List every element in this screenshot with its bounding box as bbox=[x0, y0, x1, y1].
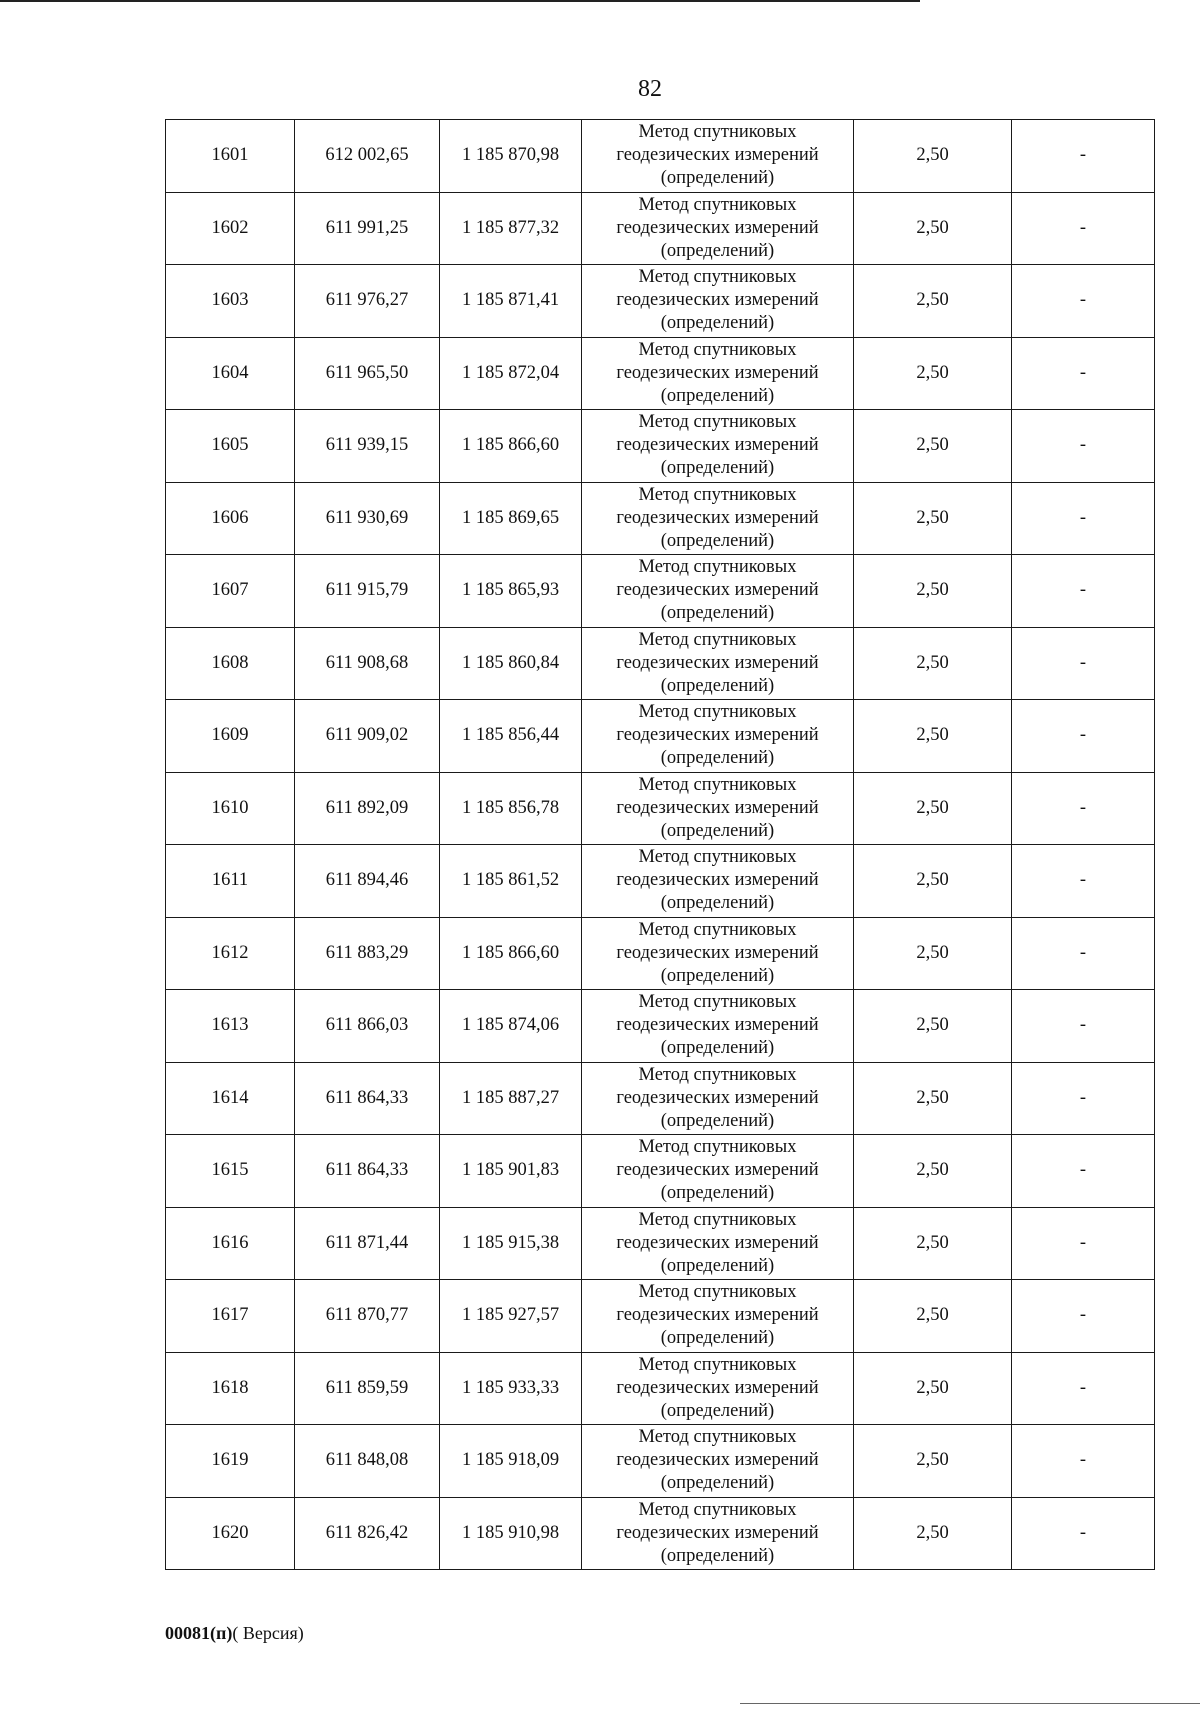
method-cell bbox=[582, 482, 854, 555]
method-line: Метод спутниковых bbox=[638, 1209, 797, 1230]
accuracy-cell: 2,50 bbox=[854, 337, 1012, 410]
method-line: геодезических измерений bbox=[616, 1232, 819, 1253]
method-cell bbox=[582, 1135, 854, 1208]
table-row bbox=[166, 1207, 1155, 1280]
method-line: геодезических измерений bbox=[616, 942, 819, 963]
method-cell bbox=[582, 772, 854, 845]
top-border-line bbox=[0, 0, 920, 2]
method-cell bbox=[582, 990, 854, 1063]
method-cell bbox=[582, 1497, 854, 1570]
extra-cell: - bbox=[1012, 410, 1155, 483]
table-row bbox=[166, 120, 1155, 193]
extra-cell: - bbox=[1012, 917, 1155, 990]
x-coordinate-cell: 611 909,02 bbox=[295, 700, 440, 773]
table-row bbox=[166, 1280, 1155, 1353]
extra-cell: - bbox=[1012, 192, 1155, 265]
accuracy-cell: 2,50 bbox=[854, 265, 1012, 338]
method-cell bbox=[582, 337, 854, 410]
footer-form-code bbox=[165, 1623, 304, 1644]
accuracy-cell: 2,50 bbox=[854, 990, 1012, 1063]
method-line: Метод спутниковых bbox=[638, 1064, 797, 1085]
page-number: 82 bbox=[638, 76, 662, 102]
method-line: геодезических измерений bbox=[616, 580, 819, 601]
extra-cell: - bbox=[1012, 1497, 1155, 1570]
table-row bbox=[166, 990, 1155, 1063]
method-cell bbox=[582, 1425, 854, 1498]
accuracy-cell: 2,50 bbox=[854, 845, 1012, 918]
y-coordinate-cell: 1 185 860,84 bbox=[440, 627, 582, 700]
y-coordinate-cell: 1 185 856,78 bbox=[440, 772, 582, 845]
coordinates-table bbox=[165, 119, 1155, 1570]
form-version: ( Версия) bbox=[232, 1623, 304, 1643]
method-cell bbox=[582, 1352, 854, 1425]
method-line: (определений) bbox=[660, 1038, 775, 1059]
accuracy-cell: 2,50 bbox=[854, 1062, 1012, 1135]
point-number-cell: 1613 bbox=[166, 990, 295, 1063]
method-line: Метод спутниковых bbox=[638, 557, 797, 578]
method-line: Метод спутниковых bbox=[638, 122, 797, 143]
accuracy-cell: 2,50 bbox=[854, 917, 1012, 990]
y-coordinate-cell: 1 185 933,33 bbox=[440, 1352, 582, 1425]
table-row bbox=[166, 555, 1155, 628]
table-row bbox=[166, 917, 1155, 990]
y-coordinate-cell: 1 185 866,60 bbox=[440, 410, 582, 483]
method-line: геодезических измерений bbox=[616, 725, 819, 746]
method-line: (определений) bbox=[660, 820, 775, 841]
accuracy-cell: 2,50 bbox=[854, 1207, 1012, 1280]
method-line: геодезических измерений bbox=[616, 1377, 819, 1398]
method-line: геодезических измерений bbox=[616, 217, 819, 238]
point-number-cell: 1601 bbox=[166, 120, 295, 193]
accuracy-cell: 2,50 bbox=[854, 120, 1012, 193]
method-line: Метод спутниковых bbox=[638, 412, 797, 433]
x-coordinate-cell: 611 908,68 bbox=[295, 627, 440, 700]
method-line: геодезических измерений bbox=[616, 1522, 819, 1543]
method-line: геодезических измерений bbox=[616, 797, 819, 818]
x-coordinate-cell: 611 976,27 bbox=[295, 265, 440, 338]
point-number-cell: 1610 bbox=[166, 772, 295, 845]
table-row bbox=[166, 337, 1155, 410]
method-line: Метод спутниковых bbox=[638, 629, 797, 650]
extra-cell: - bbox=[1012, 265, 1155, 338]
point-number-cell: 1609 bbox=[166, 700, 295, 773]
method-line: геодезических измерений bbox=[616, 1305, 819, 1326]
method-cell bbox=[582, 265, 854, 338]
extra-cell: - bbox=[1012, 1207, 1155, 1280]
x-coordinate-cell: 611 930,69 bbox=[295, 482, 440, 555]
extra-cell: - bbox=[1012, 337, 1155, 410]
method-cell bbox=[582, 917, 854, 990]
extra-cell: - bbox=[1012, 700, 1155, 773]
accuracy-cell: 2,50 bbox=[854, 627, 1012, 700]
method-line: (определений) bbox=[660, 1400, 775, 1421]
x-coordinate-cell: 611 939,15 bbox=[295, 410, 440, 483]
form-code: 00081(п) bbox=[165, 1623, 233, 1643]
x-coordinate-cell: 611 859,59 bbox=[295, 1352, 440, 1425]
accuracy-cell: 2,50 bbox=[854, 1352, 1012, 1425]
method-line: Метод спутниковых bbox=[638, 1499, 797, 1520]
y-coordinate-cell: 1 185 872,04 bbox=[440, 337, 582, 410]
point-number-cell: 1616 bbox=[166, 1207, 295, 1280]
y-coordinate-cell: 1 185 865,93 bbox=[440, 555, 582, 628]
y-coordinate-cell: 1 185 901,83 bbox=[440, 1135, 582, 1208]
method-line: (определений) bbox=[660, 530, 775, 551]
table-row bbox=[166, 192, 1155, 265]
y-coordinate-cell: 1 185 870,98 bbox=[440, 120, 582, 193]
method-cell bbox=[582, 1062, 854, 1135]
method-line: Метод спутниковых bbox=[638, 774, 797, 795]
method-line: геодезических измерений bbox=[616, 1160, 819, 1181]
y-coordinate-cell: 1 185 869,65 bbox=[440, 482, 582, 555]
method-line: (определений) bbox=[660, 458, 775, 479]
method-line: Метод спутниковых bbox=[638, 919, 797, 940]
extra-cell: - bbox=[1012, 627, 1155, 700]
method-cell bbox=[582, 555, 854, 628]
method-line: Метод спутниковых bbox=[638, 702, 797, 723]
method-line: геодезических измерений bbox=[616, 1015, 819, 1036]
method-line: геодезических измерений bbox=[616, 290, 819, 311]
extra-cell: - bbox=[1012, 1425, 1155, 1498]
method-cell bbox=[582, 845, 854, 918]
method-line: геодезических измерений bbox=[616, 652, 819, 673]
x-coordinate-cell: 611 965,50 bbox=[295, 337, 440, 410]
y-coordinate-cell: 1 185 874,06 bbox=[440, 990, 582, 1063]
table-row bbox=[166, 1062, 1155, 1135]
method-line: Метод спутниковых bbox=[638, 1137, 797, 1158]
method-line: геодезических измерений bbox=[616, 507, 819, 528]
table-row bbox=[166, 1135, 1155, 1208]
y-coordinate-cell: 1 185 861,52 bbox=[440, 845, 582, 918]
table-row bbox=[166, 1425, 1155, 1498]
x-coordinate-cell: 611 915,79 bbox=[295, 555, 440, 628]
method-line: (определений) bbox=[660, 240, 775, 261]
method-line: (определений) bbox=[660, 675, 775, 696]
method-line: (определений) bbox=[660, 1183, 775, 1204]
point-number-cell: 1602 bbox=[166, 192, 295, 265]
point-number-cell: 1606 bbox=[166, 482, 295, 555]
y-coordinate-cell: 1 185 915,38 bbox=[440, 1207, 582, 1280]
accuracy-cell: 2,50 bbox=[854, 772, 1012, 845]
table-body bbox=[166, 120, 1155, 1570]
y-coordinate-cell: 1 185 877,32 bbox=[440, 192, 582, 265]
point-number-cell: 1611 bbox=[166, 845, 295, 918]
x-coordinate-cell: 611 991,25 bbox=[295, 192, 440, 265]
table-row bbox=[166, 700, 1155, 773]
method-line: (определений) bbox=[660, 1473, 775, 1494]
accuracy-cell: 2,50 bbox=[854, 555, 1012, 628]
point-number-cell: 1604 bbox=[166, 337, 295, 410]
extra-cell: - bbox=[1012, 120, 1155, 193]
table-row bbox=[166, 482, 1155, 555]
point-number-cell: 1607 bbox=[166, 555, 295, 628]
method-line: (определений) bbox=[660, 168, 775, 189]
method-cell bbox=[582, 700, 854, 773]
method-cell bbox=[582, 1207, 854, 1280]
table-row bbox=[166, 1497, 1155, 1570]
method-cell bbox=[582, 410, 854, 483]
method-cell bbox=[582, 1280, 854, 1353]
accuracy-cell: 2,50 bbox=[854, 700, 1012, 773]
x-coordinate-cell: 611 870,77 bbox=[295, 1280, 440, 1353]
point-number-cell: 1620 bbox=[166, 1497, 295, 1570]
extra-cell: - bbox=[1012, 1352, 1155, 1425]
accuracy-cell: 2,50 bbox=[854, 192, 1012, 265]
method-line: геодезических измерений bbox=[616, 1087, 819, 1108]
method-line: Метод спутниковых bbox=[638, 267, 797, 288]
method-line: Метод спутниковых bbox=[638, 484, 797, 505]
table-row bbox=[166, 845, 1155, 918]
method-line: Метод спутниковых bbox=[638, 847, 797, 868]
method-line: (определений) bbox=[660, 1328, 775, 1349]
method-cell bbox=[582, 120, 854, 193]
method-line: (определений) bbox=[660, 1545, 775, 1566]
method-cell bbox=[582, 192, 854, 265]
point-number-cell: 1605 bbox=[166, 410, 295, 483]
x-coordinate-cell: 611 864,33 bbox=[295, 1062, 440, 1135]
method-line: (определений) bbox=[660, 385, 775, 406]
x-coordinate-cell: 611 864,33 bbox=[295, 1135, 440, 1208]
y-coordinate-cell: 1 185 927,57 bbox=[440, 1280, 582, 1353]
method-line: (определений) bbox=[660, 893, 775, 914]
method-line: (определений) bbox=[660, 1255, 775, 1276]
y-coordinate-cell: 1 185 887,27 bbox=[440, 1062, 582, 1135]
accuracy-cell: 2,50 bbox=[854, 1280, 1012, 1353]
x-coordinate-cell: 611 871,44 bbox=[295, 1207, 440, 1280]
method-line: Метод спутниковых bbox=[638, 1427, 797, 1448]
x-coordinate-cell: 612 002,65 bbox=[295, 120, 440, 193]
x-coordinate-cell: 611 848,08 bbox=[295, 1425, 440, 1498]
method-line: (определений) bbox=[660, 748, 775, 769]
accuracy-cell: 2,50 bbox=[854, 1497, 1012, 1570]
point-number-cell: 1603 bbox=[166, 265, 295, 338]
accuracy-cell: 2,50 bbox=[854, 1425, 1012, 1498]
method-line: Метод спутниковых bbox=[638, 339, 797, 360]
extra-cell: - bbox=[1012, 845, 1155, 918]
point-number-cell: 1612 bbox=[166, 917, 295, 990]
method-line: Метод спутниковых bbox=[638, 992, 797, 1013]
x-coordinate-cell: 611 894,46 bbox=[295, 845, 440, 918]
method-line: Метод спутниковых bbox=[638, 1282, 797, 1303]
extra-cell: - bbox=[1012, 1280, 1155, 1353]
point-number-cell: 1614 bbox=[166, 1062, 295, 1135]
method-line: геодезических измерений bbox=[616, 1450, 819, 1471]
method-line: геодезических измерений bbox=[616, 145, 819, 166]
x-coordinate-cell: 611 826,42 bbox=[295, 1497, 440, 1570]
method-line: геодезических измерений bbox=[616, 870, 819, 891]
method-line: (определений) bbox=[660, 1110, 775, 1131]
point-number-cell: 1615 bbox=[166, 1135, 295, 1208]
bottom-border-line bbox=[740, 1703, 1200, 1704]
table-row bbox=[166, 627, 1155, 700]
point-number-cell: 1608 bbox=[166, 627, 295, 700]
point-number-cell: 1619 bbox=[166, 1425, 295, 1498]
table-row bbox=[166, 772, 1155, 845]
method-line: Метод спутниковых bbox=[638, 194, 797, 215]
accuracy-cell: 2,50 bbox=[854, 1135, 1012, 1208]
method-line: (определений) bbox=[660, 965, 775, 986]
y-coordinate-cell: 1 185 866,60 bbox=[440, 917, 582, 990]
method-line: Метод спутниковых bbox=[638, 1354, 797, 1375]
table-row bbox=[166, 410, 1155, 483]
extra-cell: - bbox=[1012, 1135, 1155, 1208]
y-coordinate-cell: 1 185 910,98 bbox=[440, 1497, 582, 1570]
extra-cell: - bbox=[1012, 990, 1155, 1063]
x-coordinate-cell: 611 866,03 bbox=[295, 990, 440, 1063]
method-line: (определений) bbox=[660, 313, 775, 334]
method-cell bbox=[582, 627, 854, 700]
y-coordinate-cell: 1 185 918,09 bbox=[440, 1425, 582, 1498]
accuracy-cell: 2,50 bbox=[854, 482, 1012, 555]
table-row bbox=[166, 1352, 1155, 1425]
y-coordinate-cell: 1 185 871,41 bbox=[440, 265, 582, 338]
method-line: (определений) bbox=[660, 603, 775, 624]
accuracy-cell: 2,50 bbox=[854, 410, 1012, 483]
extra-cell: - bbox=[1012, 555, 1155, 628]
table-row bbox=[166, 265, 1155, 338]
y-coordinate-cell: 1 185 856,44 bbox=[440, 700, 582, 773]
x-coordinate-cell: 611 883,29 bbox=[295, 917, 440, 990]
point-number-cell: 1617 bbox=[166, 1280, 295, 1353]
point-number-cell: 1618 bbox=[166, 1352, 295, 1425]
extra-cell: - bbox=[1012, 1062, 1155, 1135]
method-line: геодезических измерений bbox=[616, 435, 819, 456]
extra-cell: - bbox=[1012, 772, 1155, 845]
x-coordinate-cell: 611 892,09 bbox=[295, 772, 440, 845]
method-line: геодезических измерений bbox=[616, 362, 819, 383]
extra-cell: - bbox=[1012, 482, 1155, 555]
